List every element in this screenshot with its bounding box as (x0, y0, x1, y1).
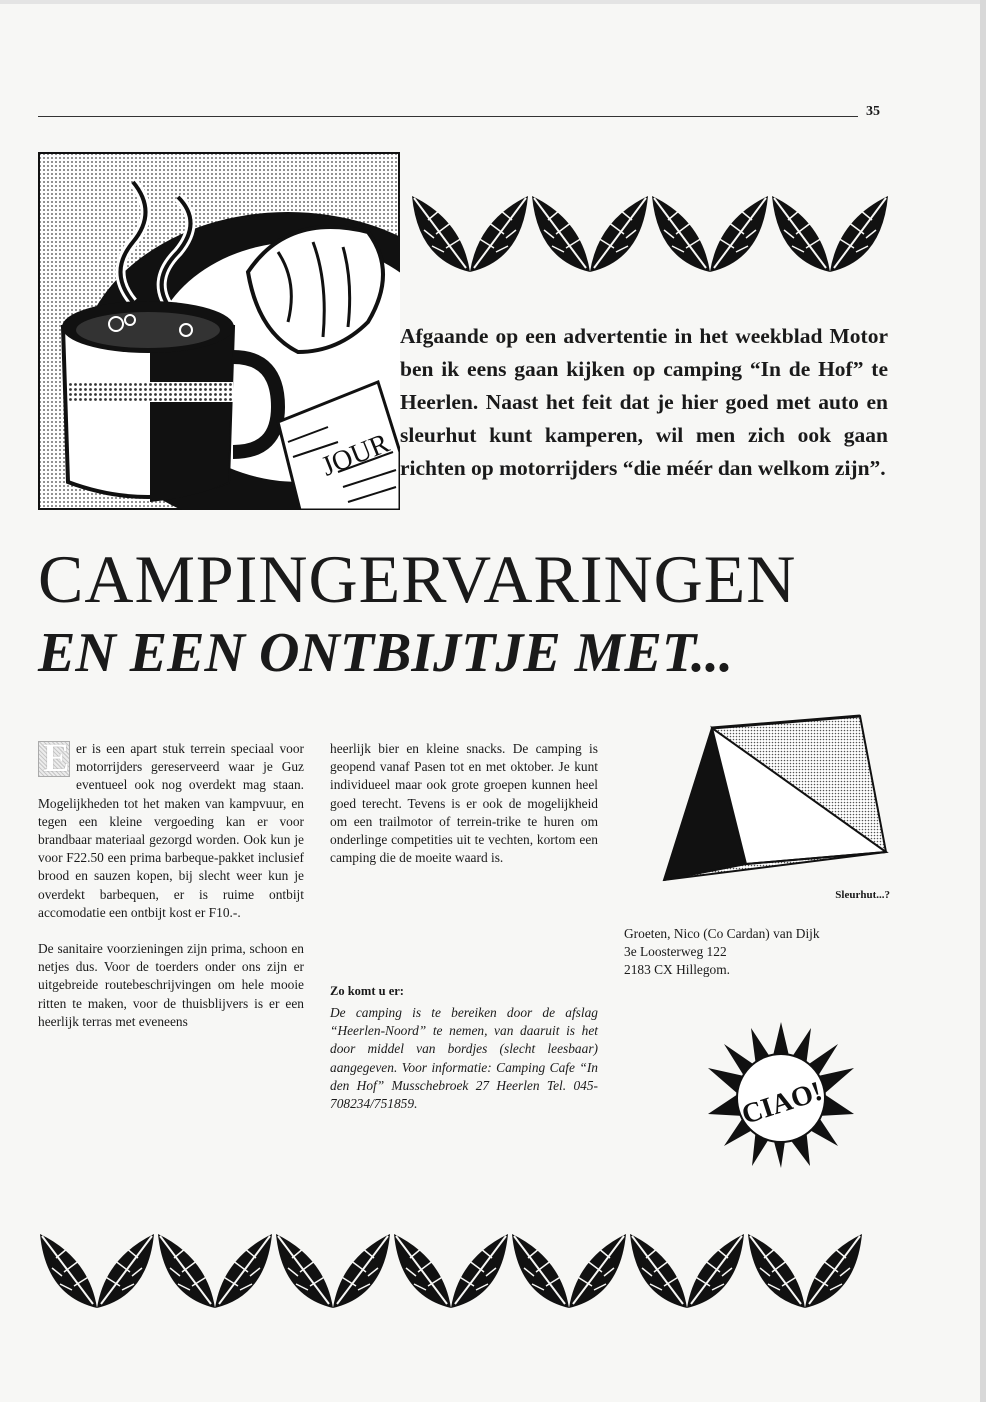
signature-block (624, 925, 894, 980)
leaf-border-top (410, 190, 890, 278)
drop-cap: E (38, 741, 70, 777)
directions-text: De camping is te bereiken door de afslag “Heerlen-Noord” te nemen, van daaruit is het door middel van bordjes (slecht leesbaar) aangegeven. Voor informatie: Camping Cafe “In den Hof” Musschebroek 27 Heerlen Tel. 045-708234/751859. (330, 1005, 598, 1112)
article-subtitle: EN EEN ONTBIJTJE MET... (38, 622, 733, 684)
page-edge (980, 0, 986, 1402)
header-rule (38, 116, 858, 117)
leaf-border-bottom (38, 1228, 890, 1314)
body-column-1 (38, 735, 304, 1049)
tent-illustration (660, 714, 890, 886)
signature-name: Groeten, Nico (Co Cardan) van Dijk (624, 926, 820, 941)
signature-city: 2183 CX Hillegom. (624, 962, 731, 978)
directions-heading: Zo komt u er: (330, 984, 404, 998)
body-paragraph: heerlijk bier en kleine snacks. De camping is geopend vanaf Pasen tot en met oktober. Je kunt individueel maar ook grote groepen kunnen heel goed terecht. Tevens is er ook de mogelijkheid om een trailmotor of terrein-trike te huren om onderlinge competities uit te vechten, kortom een camping die de moeite waard is. (330, 741, 598, 866)
ciao-text: CIAO! (738, 1075, 827, 1131)
breakfast-illustration (38, 152, 400, 510)
body-paragraph: De sanitaire voorzieningen zijn prima, schoon en netjes dus. Voor de toerders onder ons zijn er uitgebreide routebeschrijvingen om hele mooie ritten te maken, voor de thuisblijvers is er een heerlijk terras met eveneens (38, 941, 304, 1029)
page-edge (0, 0, 986, 4)
body-column-2 (330, 740, 598, 885)
intro-paragraph: Afgaande op een advertentie in het weekblad Motor ben ik eens gaan kijken op camping “In de Hof” te Heerlen. Naast het feit dat je hier goed met auto en sleurhut kunt kamperen, wil men zich ook gaan richten op motorrijders “die méér dan welkom zijn”. (400, 324, 888, 480)
tent-caption: Sleurhut...? (835, 889, 890, 901)
signature-street: 3e Loosterweg 122 (624, 944, 727, 960)
page-number: 35 (866, 104, 880, 119)
ciao-starburst (706, 1020, 856, 1170)
article-title: CAMPINGERVARINGEN (38, 541, 797, 617)
body-paragraph: E er is een apart stuk terrein speciaal voor motorrijders gereserveerd waar je Guz eventueel ook nog overdekt mag staan. Mogelijkheden tot het maken van kampvuur, en tegen een kleine vergoeding kan er voor brandbaar materiaal gezorgd worden. Ook kun je voor F22.50 een prima barbeque-pakket inclusief brood en sauzen kopen, bij slecht weer kun je overdekt barbequen, er is ruime ontbijt accomodatie een ontbijt kost er F10.-. (38, 735, 304, 920)
newspaper-text: JOUR (317, 427, 394, 483)
